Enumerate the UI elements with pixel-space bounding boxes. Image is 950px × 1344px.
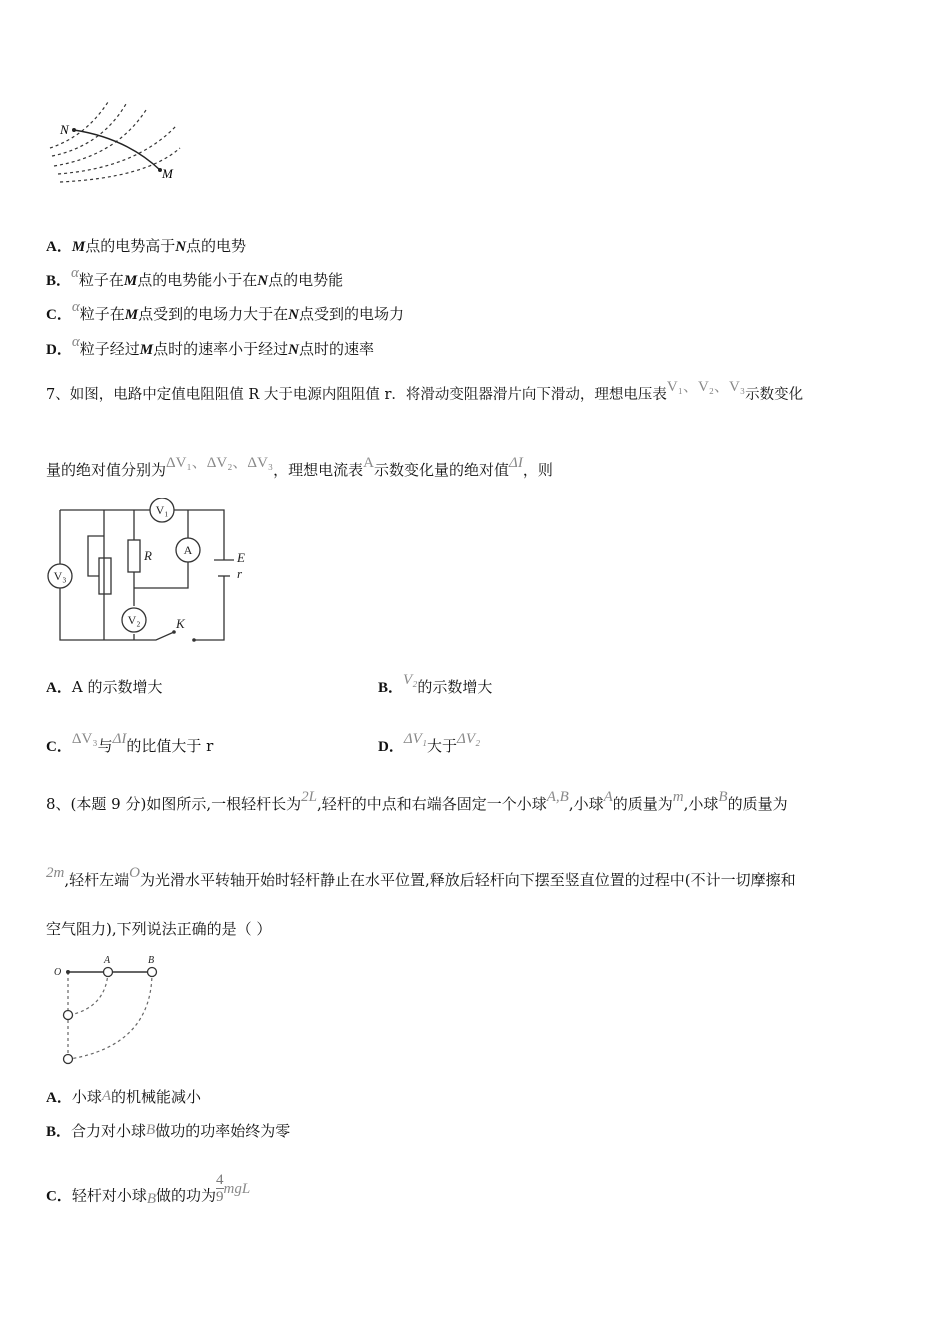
q6-option-a[interactable]: A．M点的电势高于N点的电势: [46, 237, 247, 255]
internal-r-label: r: [237, 566, 243, 581]
ball-b-label: B: [148, 955, 155, 966]
q7-option-a[interactable]: A．A 的示数增大: [46, 678, 163, 696]
field-lines-figure: [46, 96, 196, 186]
pivot-o-label: O: [54, 967, 62, 978]
q8-stem-line1: 8、(本题 9 分)如图所示,一根轻杆长为2L,轻杆的中点和右端各固定一个小球A,B,小球A的质量为m,小球B的质量为: [46, 789, 788, 813]
emf-e-label: E: [237, 550, 245, 565]
resistor-r-label: R: [144, 548, 152, 563]
point-n-label: N: [60, 122, 69, 137]
q6-option-d[interactable]: D．α粒子经过M点时的速率小于经过N点时的速率: [46, 334, 374, 358]
switch-k-label: K: [176, 616, 185, 631]
fraction-four-ninths: $\frac{4}{9}$: [216, 1172, 224, 1205]
q7-option-d[interactable]: D．ΔV₁大于ΔV₂: [378, 731, 481, 755]
rod-pendulum-figure: [48, 955, 178, 1070]
v2-meter-label: V₂: [127, 613, 141, 627]
q6-option-c[interactable]: C．α粒子在M点受到的电场力大于在N点受到的电场力: [46, 299, 404, 323]
q7-stem-line2: 量的绝对值分别为ΔV₁、ΔV₂、ΔV₃，理想电流表A示数变化量的绝对值ΔI，则: [46, 455, 553, 479]
q7-stem-line1: 7、如图，电路中定值电阻阻值 R 大于电源内阻阻值 r．将滑动变阻器滑片向下滑动，理想电压表V₁、V₂、V₃示数变化: [46, 379, 804, 403]
v3-meter-label: V₃: [53, 569, 67, 583]
ball-a-label: A: [104, 955, 111, 966]
q8-option-b[interactable]: B．合力对小球B做功的功率始终为零: [46, 1122, 291, 1140]
q7-option-b[interactable]: B．V₂的示数增大: [378, 672, 493, 696]
point-m-label: M: [162, 166, 173, 181]
ammeter-label: A: [183, 543, 193, 557]
circuit-figure: [44, 498, 254, 648]
q8-option-c[interactable]: C．轻杆对小球B做的功为$\frac{4}{9}mgL$: [46, 1172, 251, 1207]
q6-option-b[interactable]: B．α粒子在M点的电势能小于在N点的电势能: [46, 265, 344, 289]
q7-option-c[interactable]: C．ΔV₃与ΔI的比值大于 r: [46, 731, 214, 755]
q8-stem-line2: 2m,轻杆左端O为光滑水平转轴开始时轻杆静止在水平位置,释放后轻杆向下摆至竖直位置的过程中(不计一切摩擦和: [46, 865, 796, 889]
q8-stem-line3: 空气阻力),下列说法正确的是（ ）: [46, 920, 272, 938]
q8-option-a[interactable]: A．小球A的机械能减小: [46, 1088, 202, 1106]
v1-meter-label: V₁: [155, 503, 169, 517]
